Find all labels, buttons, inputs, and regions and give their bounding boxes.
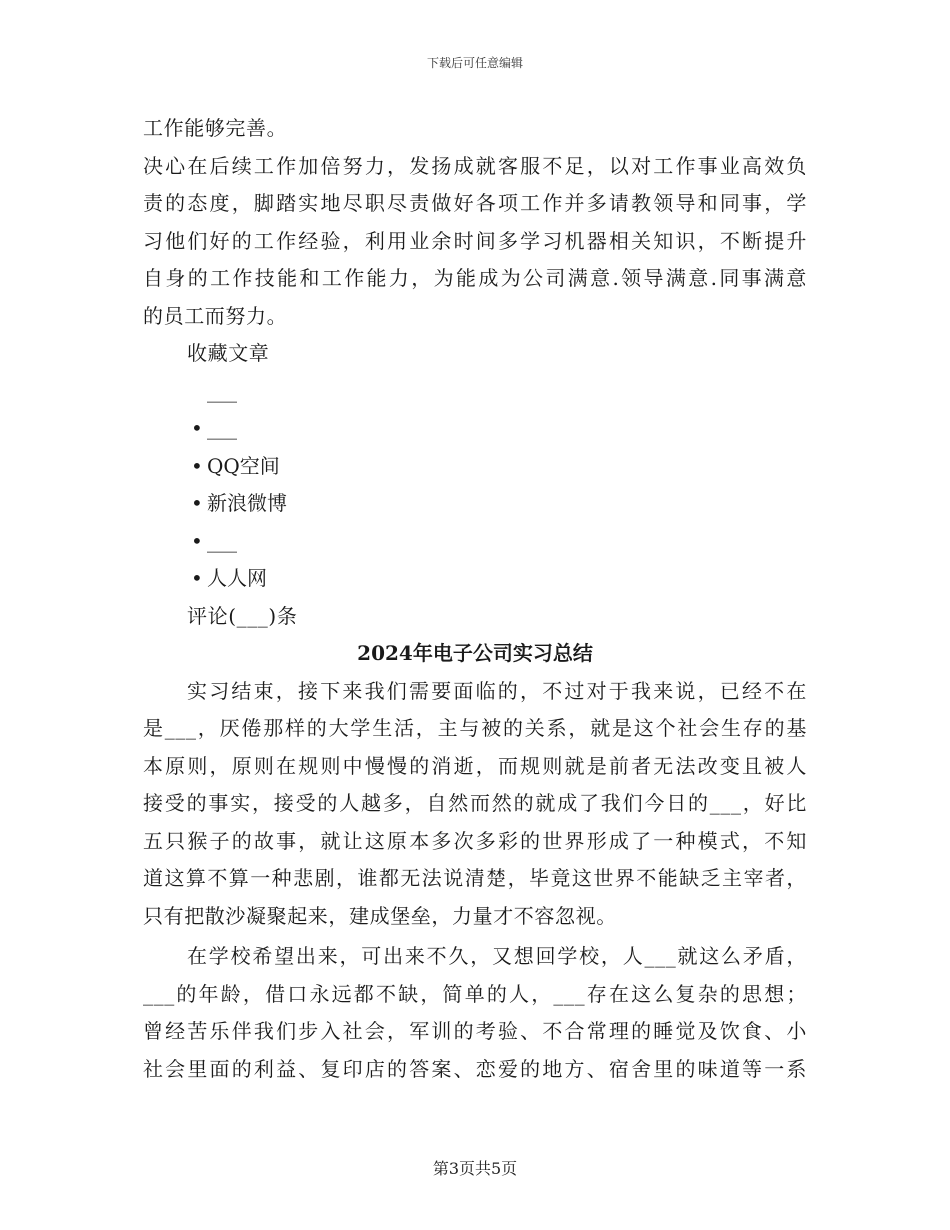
text-line: 社会里面的利益、复印店的答案、恋爱的地方、宿舍里的味道等一系 <box>143 1056 807 1081</box>
text-line: 的员工而努力。 <box>143 303 288 328</box>
text-line: 实习结束，接下来我们需要面临的，不过对于我来说，已经不在 <box>187 678 807 703</box>
share-item-label: ___ <box>207 528 237 553</box>
text-line: 本原则，原则在规则中慢慢的消逝，而规则就是前者无法改变且被人 <box>143 753 807 778</box>
text-line: 是___，厌倦那样的大学生活，主与被的关系，就是这个社会生存的基 <box>143 716 807 740</box>
text-line: 习他们好的工作经验，利用业余时间多学习机器相关知识，不断提升 <box>143 228 807 253</box>
share-item[interactable] <box>143 523 807 561</box>
text-line: 道这算不算一种悲剧，谁都无法说清楚，毕竟这世界不能缺乏主宰者， <box>143 866 807 890</box>
text-line: 决心在后续工作加倍努力，发扬成就客服不足，以对工作事业高效负 <box>143 153 807 178</box>
comments-link[interactable] <box>143 598 807 636</box>
share-item-renren[interactable] <box>143 560 807 598</box>
share-item-label: QQ空间 <box>207 453 280 478</box>
share-item-label: 人人网 <box>207 566 267 590</box>
text-line: 只有把散沙凝聚起来，建成堡垒，力量才不容忽视。 <box>143 903 617 928</box>
bullet: • <box>191 491 203 515</box>
page-number: 第3页共5页 <box>432 1159 518 1178</box>
text-line: 工作能够完善。 <box>143 116 288 140</box>
comments-prefix: 评论( <box>187 603 237 628</box>
share-item-qq-space[interactable] <box>143 448 807 486</box>
share-item[interactable] <box>143 410 807 448</box>
bullet: • <box>191 453 203 478</box>
text-line: 自身的工作技能和工作能力，为能成为公司满意.领导满意.同事满意 <box>143 266 807 290</box>
share-item-label: 新浪微博 <box>207 491 287 515</box>
text-line: 接受的事实，接受的人越多，自然而然的就成了我们今日的___，好比 <box>143 791 807 815</box>
header-note: 下载后可任意编辑 <box>426 56 523 70</box>
comments-suffix: )条 <box>268 603 298 628</box>
comments-count: ___ <box>236 603 269 628</box>
collect-article-link[interactable]: 收藏文章 <box>187 341 270 365</box>
text-line: 五只猴子的故事，就让这原本多次多彩的世界形成了一种模式，不知 <box>143 828 807 853</box>
bullet: • <box>191 528 203 553</box>
text-line: 曾经苦乐伴我们步入社会，军训的考验、不合常理的睡觉及饮食、小 <box>143 1019 807 1043</box>
bullet: • <box>191 566 203 590</box>
share-item-sina-weibo[interactable] <box>143 485 807 523</box>
text-line: ___的年龄，借口永远都不缺，简单的人，___存在这么复杂的思想； <box>143 981 807 1006</box>
text-line: 在学校希望出来，可出来不久，又想回学校，人___就这么矛盾， <box>187 944 807 968</box>
bullet: • <box>191 416 203 440</box>
share-item-label: ___ <box>207 416 237 440</box>
article-title: 2024年电子公司实习总结 <box>357 641 593 665</box>
text-line: 责的态度，脚踏实地尽职尽责做好各项工作并多请教领导和同事，学 <box>143 191 807 215</box>
document-body <box>143 110 807 1088</box>
share-item-label: ___ <box>207 378 237 403</box>
share-item[interactable] <box>143 373 807 411</box>
